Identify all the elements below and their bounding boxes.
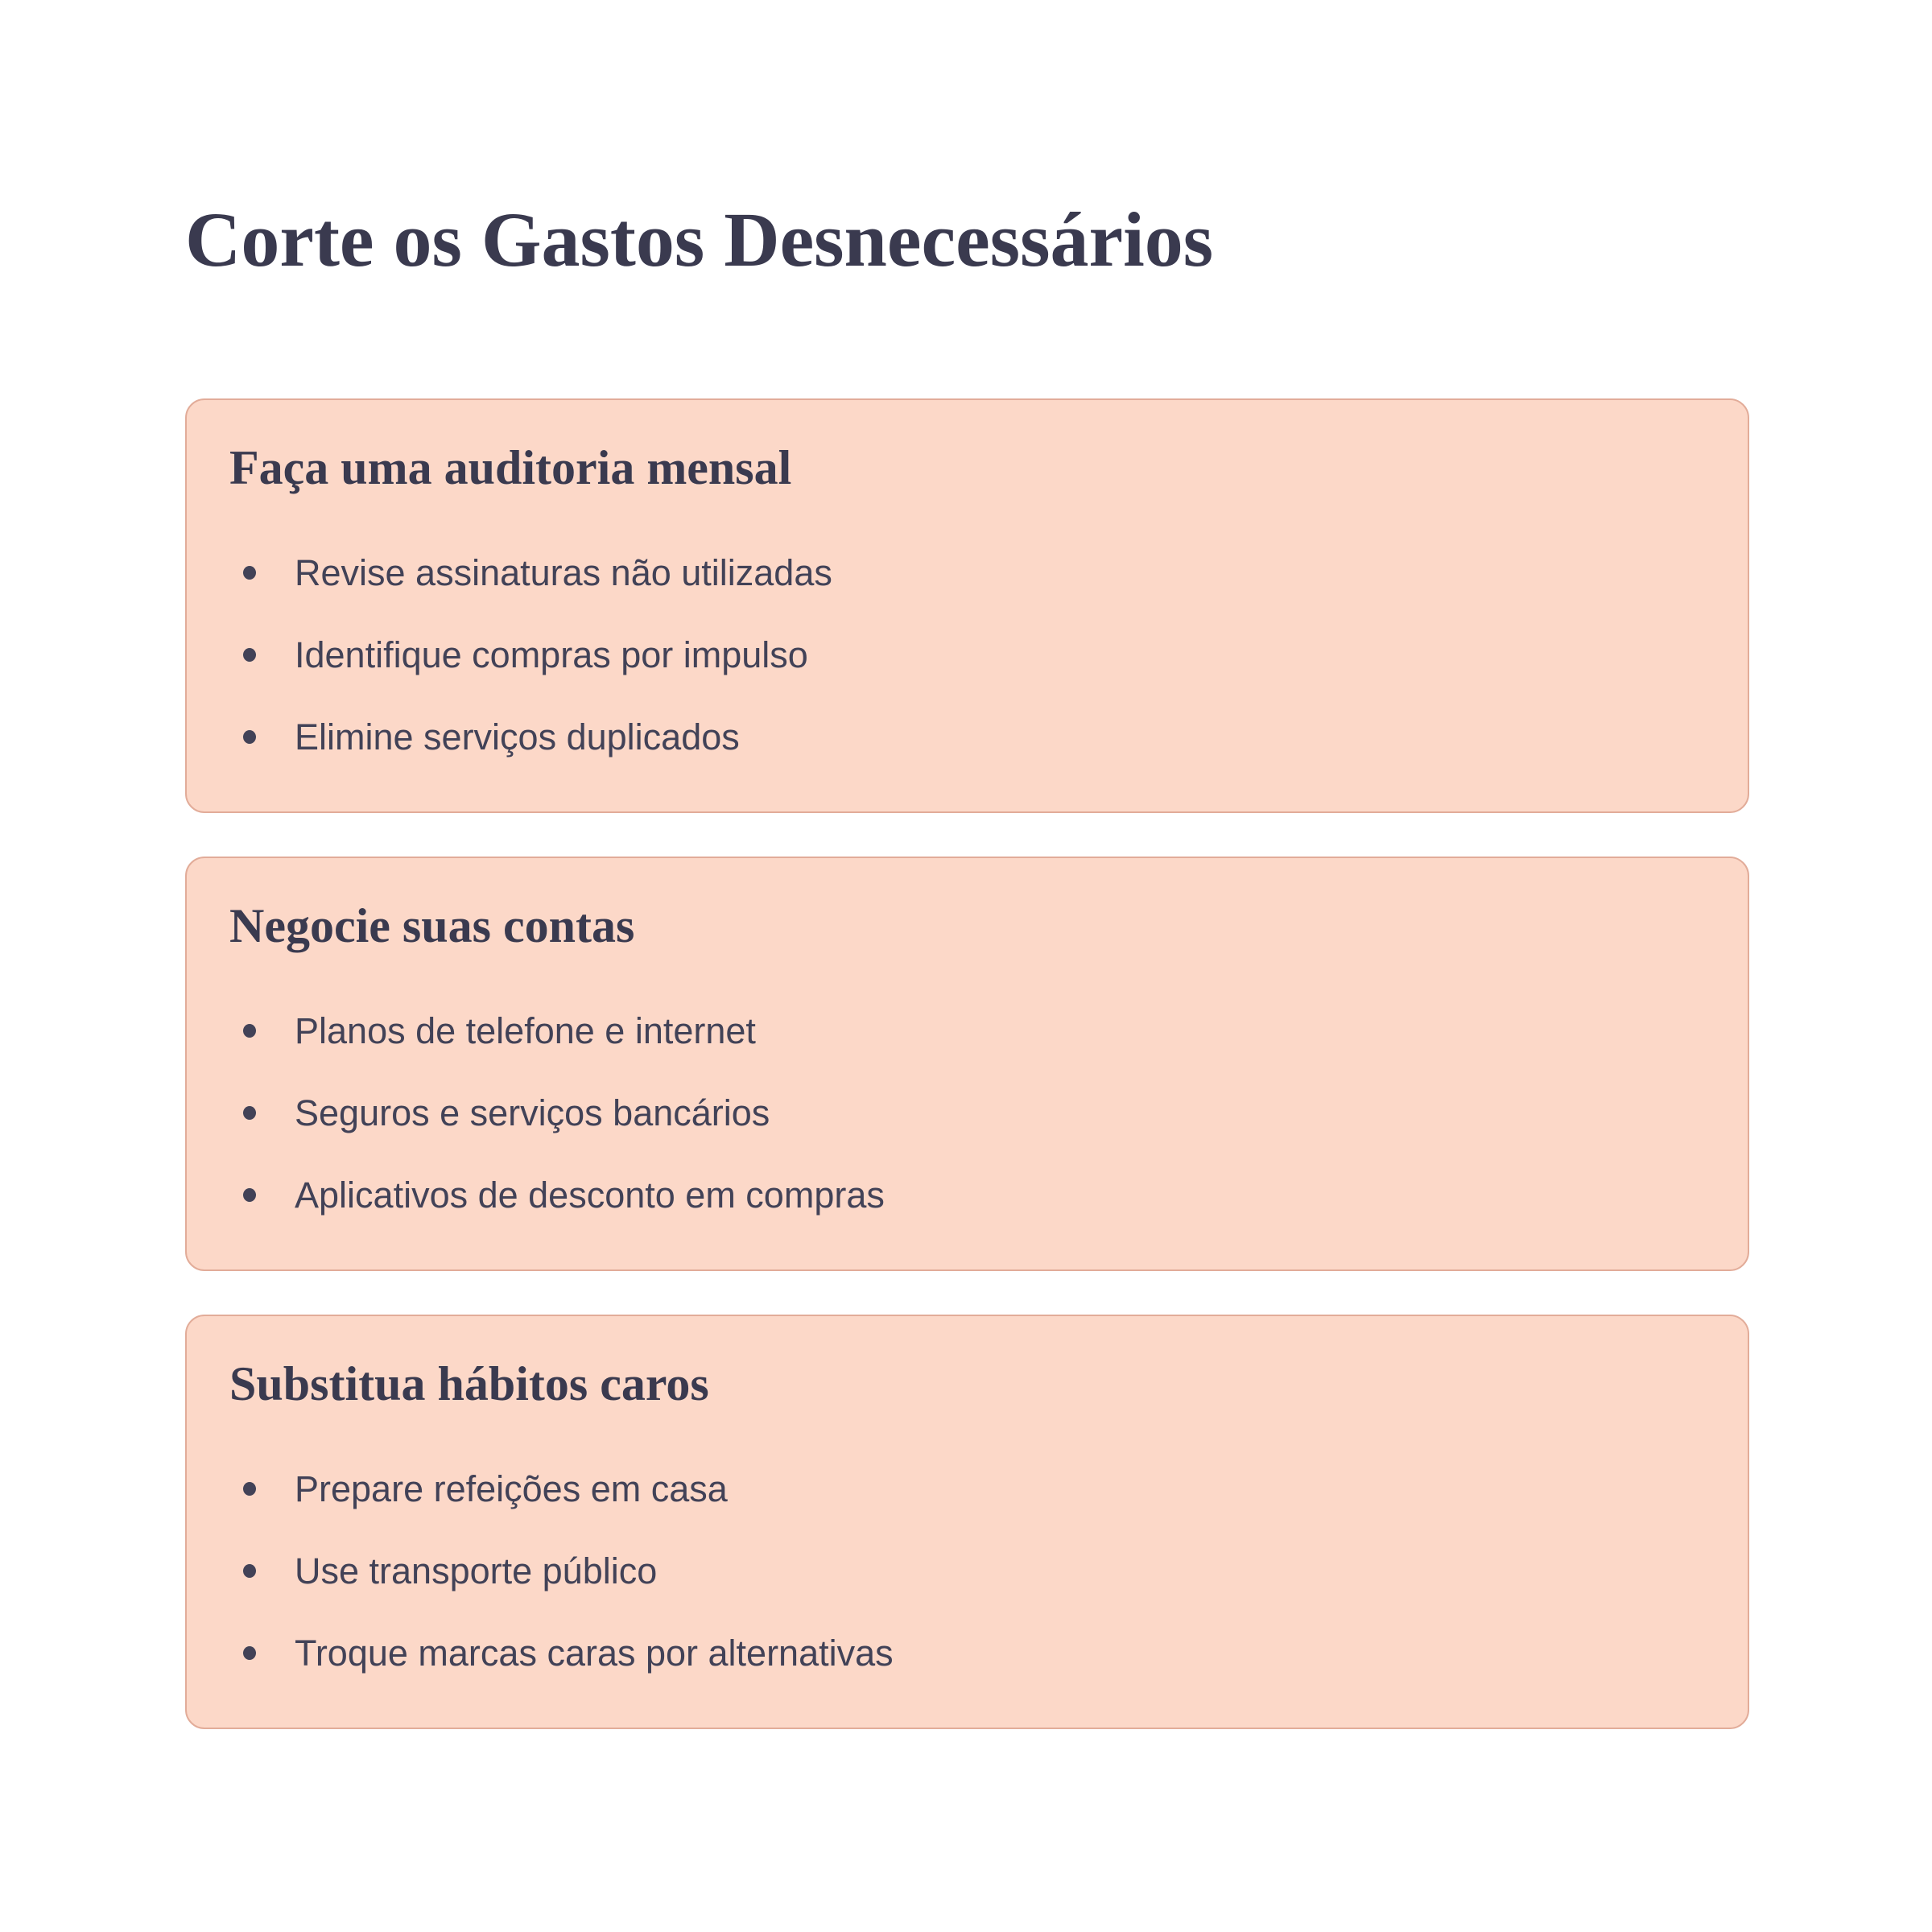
- card: [185, 398, 1749, 813]
- list-item: Prepare refeições em casa: [229, 1464, 1705, 1513]
- list-item: Aplicativos de desconto em compras: [229, 1170, 1705, 1220]
- cards: [185, 398, 1749, 1729]
- card-list: [229, 1464, 1705, 1678]
- list-item: Troque marcas caras por alternativas: [229, 1629, 1705, 1678]
- card-list: [229, 548, 1705, 762]
- card: [185, 1315, 1749, 1729]
- card: [185, 857, 1749, 1271]
- card-heading: Negocie suas contas: [229, 899, 635, 953]
- card-list: [229, 1006, 1705, 1220]
- list-item: Use transporte público: [229, 1546, 1705, 1596]
- list-item: Elimine serviços duplicados: [229, 712, 1705, 762]
- list-item: Identifique compras por impulso: [229, 630, 1705, 679]
- page-title: Corte os Gastos Desnecessários: [185, 196, 1214, 283]
- list-item: Planos de telefone e internet: [229, 1006, 1705, 1055]
- card-heading: Faça uma auditoria mensal: [229, 441, 792, 495]
- list-item: Seguros e serviços bancários: [229, 1088, 1705, 1137]
- list-item: Revise assinaturas não utilizadas: [229, 548, 1705, 597]
- card-heading: Substitua hábitos caros: [229, 1357, 709, 1411]
